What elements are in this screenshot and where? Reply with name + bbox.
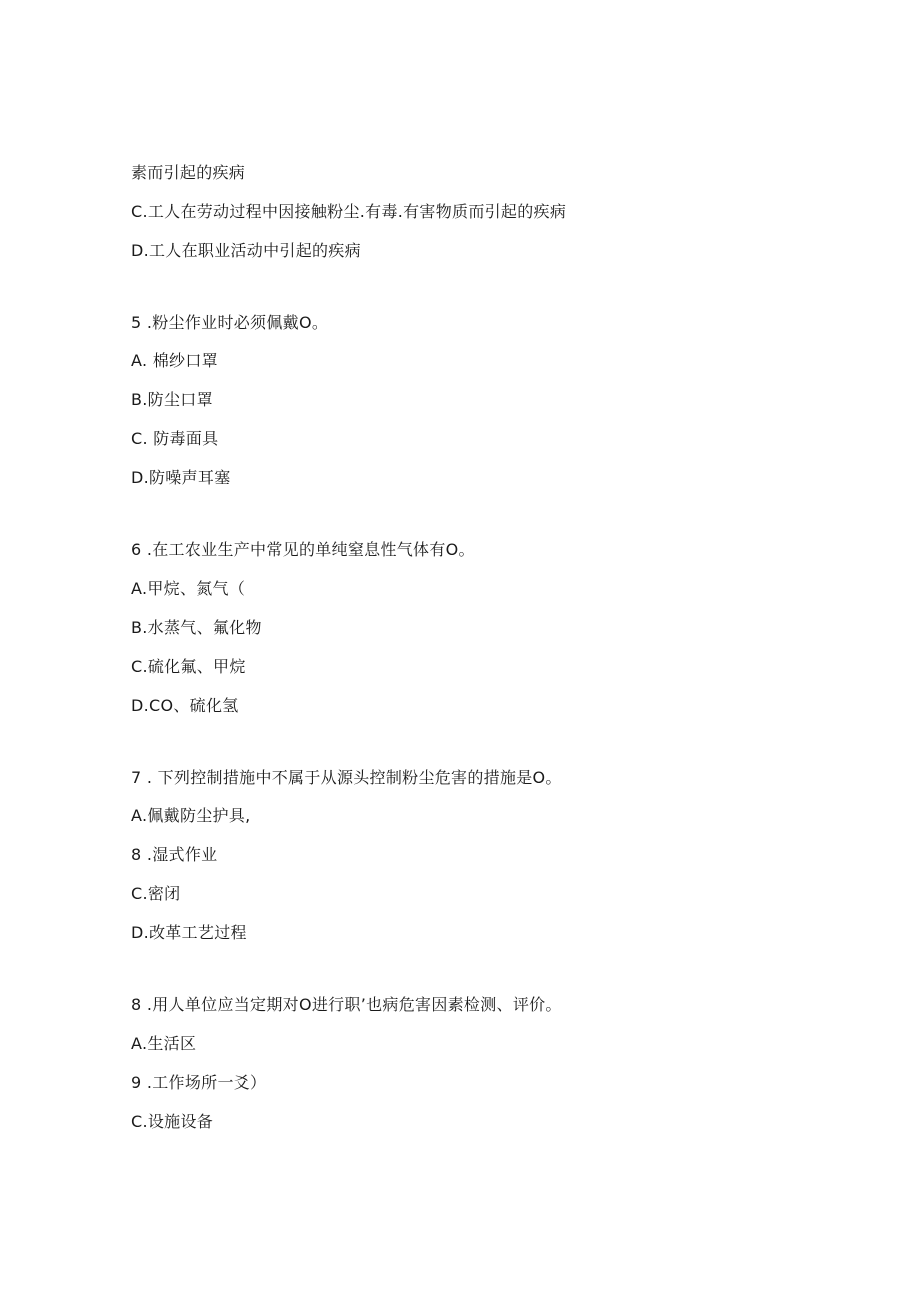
question-6-option-c: C.硫化氟、甲烷 [131,657,246,676]
question-8-option-b: 9 .工作场所一爻） [131,1073,267,1092]
question-7-stem: 7 . 下列控制措施中不属于从源头控制粉尘危害的措施是O。 [131,768,562,787]
question-5-option-c: C. 防毒面具 [131,429,219,448]
question-7-option-b: 8 .湿式作业 [131,845,218,864]
question-7-option-d: D.改革工艺过程 [131,923,247,942]
question-5-option-d: D.防噪声耳塞 [131,468,231,487]
question-8-option-c: C.设施设备 [131,1112,214,1131]
question-5-option-a: A. 棉纱口罩 [131,351,218,370]
question-7-option-a: A.佩戴防尘护具, [131,806,251,825]
question-8-stem: 8 .用人单位应当定期对O进行职’也病危害因素检测、评价。 [131,995,562,1014]
question-4-option-c: C.工人在劳动过程中因接触粉尘.有毒.有害物质而引起的疾病 [131,202,567,221]
question-8-option-a: A.生活区 [131,1034,197,1053]
question-6-stem: 6 .在工农业生产中常见的单纯窒息性气体有O。 [131,540,475,559]
question-5-stem: 5 .粉尘作业时必须佩戴O。 [131,313,329,332]
question-5-option-b: B.防尘口罩 [131,390,213,409]
question-7-option-c: C.密闭 [131,884,181,903]
question-4-continuation: 素而引起的疾病 [131,163,246,182]
question-6-option-b: B.水蒸气、氟化物 [131,618,262,637]
question-4-option-d: D.工人在职业活动中引起的疾病 [131,241,361,260]
question-6-option-d: D.CO、硫化氢 [131,696,239,715]
question-6-option-a: A.甲烷、氮气（ [131,579,246,598]
